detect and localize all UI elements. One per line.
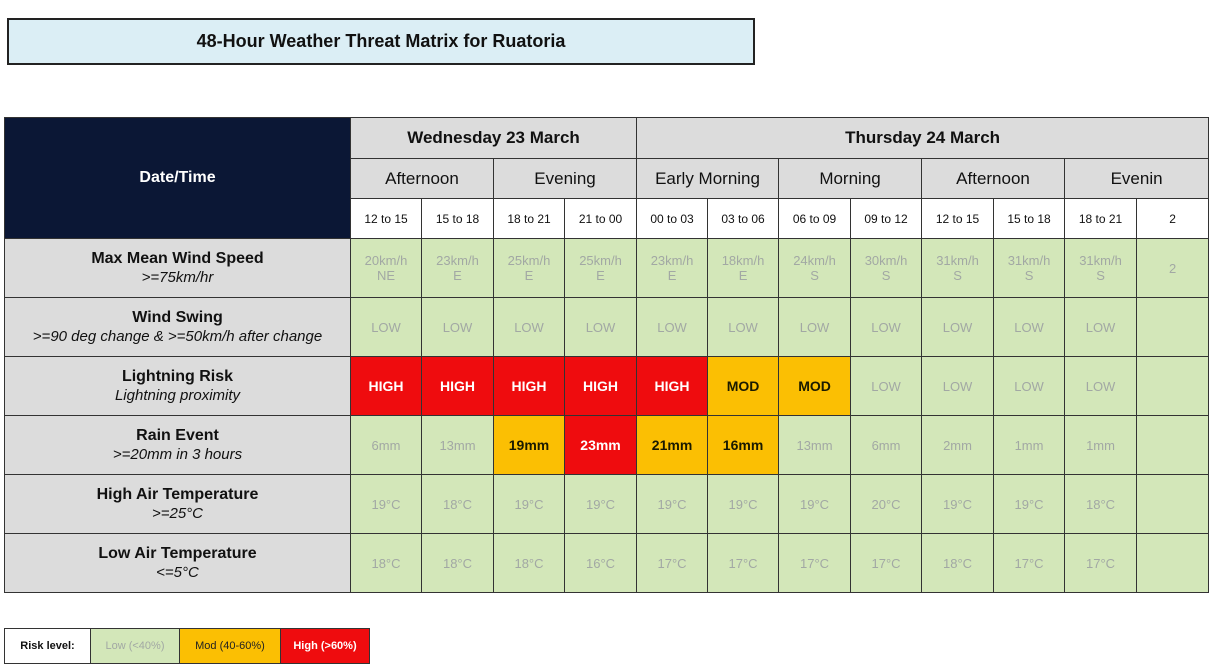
risk-cell — [351, 298, 422, 357]
cell-value: LOW — [514, 319, 544, 335]
cell-value: 17°C — [871, 555, 901, 571]
cell-direction: E — [453, 268, 462, 283]
risk-cell — [994, 475, 1065, 534]
cell-value: 2mm — [943, 437, 972, 453]
row-title: Max Mean Wind Speed — [91, 250, 264, 267]
risk-cell — [708, 416, 779, 475]
legend-high: High (>60%) — [281, 629, 369, 663]
cell-value: 16mm — [722, 436, 764, 453]
day-header: Wednesday 23 March — [351, 118, 637, 159]
period-header: Early Morning — [637, 159, 779, 199]
time-slot-header: 12 to 15 — [351, 199, 422, 239]
cell-value: 21mm — [651, 436, 693, 453]
cell-value: 19°C — [514, 496, 544, 512]
risk-cell — [922, 475, 994, 534]
time-slot-header: 12 to 15 — [922, 199, 994, 239]
date-time-header: Date/Time — [5, 118, 351, 239]
row-threshold: >=90 deg change & >=50km/h after change — [32, 328, 323, 345]
risk-cell — [637, 357, 708, 416]
cell-value: 18km/h — [721, 253, 765, 268]
risk-cell — [851, 416, 922, 475]
cell-value: 19°C — [800, 496, 830, 512]
row-title: Wind Swing — [132, 309, 223, 326]
legend-mod: Mod (40-60%) — [180, 629, 281, 663]
time-slot-header: 03 to 06 — [708, 199, 779, 239]
threat-row — [5, 416, 1209, 475]
risk-cell — [422, 475, 494, 534]
page-title: 48-Hour Weather Threat Matrix for Ruatoria — [7, 18, 755, 65]
day-header: Thursday 24 March — [637, 118, 1209, 159]
risk-cell — [637, 416, 708, 475]
cell-direction: S — [881, 268, 891, 283]
risk-cell — [565, 357, 637, 416]
period-header: Afternoon — [351, 159, 494, 199]
row-label — [5, 239, 351, 298]
risk-cell — [994, 534, 1065, 593]
threat-row — [5, 239, 1209, 298]
risk-cell — [351, 475, 422, 534]
cell-direction: NE — [376, 268, 396, 283]
threat-matrix-table — [4, 117, 1209, 593]
cell-direction: E — [738, 268, 748, 283]
cell-direction: E — [596, 268, 605, 283]
row-title: Low Air Temperature — [98, 545, 257, 562]
cell-value: LOW — [1014, 319, 1044, 335]
risk-cell — [565, 239, 637, 298]
cell-value: 19°C — [728, 496, 758, 512]
cell-value: 19°C — [371, 496, 401, 512]
row-threshold: <=5°C — [156, 564, 199, 581]
row-label — [5, 475, 351, 534]
cell-value: 2 — [1168, 260, 1177, 276]
cell-value: 19°C — [1014, 496, 1044, 512]
period-header: Evenin — [1065, 159, 1209, 199]
cell-value: LOW — [871, 319, 901, 335]
risk-cell — [1137, 416, 1209, 475]
cell-value: 19°C — [657, 496, 687, 512]
cell-value: 23mm — [580, 436, 621, 453]
risk-cell — [637, 534, 708, 593]
risk-cell — [779, 298, 851, 357]
row-label — [5, 416, 351, 475]
cell-value: LOW — [871, 378, 901, 394]
time-slot-header: 15 to 18 — [994, 199, 1065, 239]
risk-cell — [922, 416, 994, 475]
cell-value: 20°C — [871, 496, 901, 512]
risk-cell — [1137, 298, 1209, 357]
cell-value: 17°C — [1014, 555, 1044, 571]
risk-cell — [351, 416, 422, 475]
risk-cell — [1065, 357, 1137, 416]
risk-cell — [922, 357, 994, 416]
risk-cell — [422, 534, 494, 593]
cell-value: 17°C — [800, 555, 830, 571]
cell-direction: S — [810, 268, 819, 283]
cell-value: LOW — [942, 378, 973, 394]
cell-value: 17°C — [728, 555, 758, 571]
risk-cell — [779, 475, 851, 534]
risk-cell — [708, 239, 779, 298]
risk-cell — [922, 239, 994, 298]
risk-cell — [851, 534, 922, 593]
row-label — [5, 298, 351, 357]
cell-value: 25km/h — [507, 253, 551, 268]
cell-direction: S — [1024, 268, 1034, 283]
cell-direction: E — [667, 268, 677, 283]
risk-cell — [1137, 534, 1209, 593]
risk-cell — [708, 475, 779, 534]
risk-cell — [351, 239, 422, 298]
cell-value: LOW — [799, 319, 830, 335]
risk-cell — [565, 298, 637, 357]
threat-row — [5, 534, 1209, 593]
period-header: Afternoon — [922, 159, 1065, 199]
cell-value: 1mm — [1014, 437, 1044, 453]
row-threshold: >=25°C — [151, 505, 204, 522]
threat-row — [5, 298, 1209, 357]
cell-value: LOW — [1085, 378, 1116, 394]
threat-row — [5, 475, 1209, 534]
risk-cell — [779, 357, 851, 416]
cell-value: LOW — [657, 319, 687, 335]
risk-cell — [422, 298, 494, 357]
cell-value: 23km/h — [436, 253, 479, 268]
cell-value: LOW — [371, 319, 401, 335]
row-threshold: >=20mm in 3 hours — [112, 446, 243, 463]
risk-cell — [494, 534, 565, 593]
cell-direction: S — [1096, 268, 1105, 283]
cell-value: 17°C — [1086, 555, 1116, 571]
risk-cell — [779, 239, 851, 298]
cell-value: 18°C — [514, 555, 544, 571]
risk-cell — [494, 357, 565, 416]
risk-cell — [1065, 239, 1137, 298]
row-label — [5, 357, 351, 416]
cell-value: HIGH — [583, 377, 619, 394]
risk-cell — [708, 357, 779, 416]
risk-cell — [708, 298, 779, 357]
risk-cell — [422, 416, 494, 475]
row-threshold: >=75km/hr — [141, 269, 214, 286]
risk-cell — [1065, 475, 1137, 534]
risk-cell — [922, 298, 994, 357]
cell-value: LOW — [585, 319, 616, 335]
cell-value: 24km/h — [793, 253, 836, 268]
row-label — [5, 534, 351, 593]
risk-cell — [565, 416, 637, 475]
time-slot-header: 06 to 09 — [779, 199, 851, 239]
cell-value: 25km/h — [579, 253, 622, 268]
cell-value: 18°C — [442, 496, 473, 512]
risk-cell — [994, 357, 1065, 416]
risk-cell — [922, 534, 994, 593]
cell-value: LOW — [1014, 378, 1044, 394]
risk-cell — [637, 475, 708, 534]
threat-row — [5, 357, 1209, 416]
cell-direction: E — [524, 268, 534, 283]
cell-value: 13mm — [439, 437, 476, 453]
risk-cell — [994, 416, 1065, 475]
cell-value: HIGH — [511, 377, 547, 394]
risk-cell — [422, 239, 494, 298]
risk-cell — [494, 416, 565, 475]
risk-cell — [1065, 534, 1137, 593]
risk-cell — [1137, 239, 1209, 298]
risk-cell — [422, 357, 494, 416]
risk-cell — [565, 475, 637, 534]
risk-cell — [494, 298, 565, 357]
risk-cell — [494, 239, 565, 298]
threat-matrix — [4, 117, 1177, 598]
cell-direction: S — [953, 268, 962, 283]
cell-value: LOW — [1085, 319, 1116, 335]
risk-cell — [351, 534, 422, 593]
risk-cell — [1065, 416, 1137, 475]
cell-value: MOD — [798, 377, 831, 394]
risk-cell — [779, 534, 851, 593]
cell-value: HIGH — [368, 377, 404, 394]
risk-cell — [565, 534, 637, 593]
row-title: Rain Event — [136, 427, 219, 444]
time-slot-header: 2 — [1137, 199, 1209, 239]
cell-value: LOW — [942, 319, 973, 335]
cell-value: 31km/h — [936, 253, 979, 268]
risk-cell — [1065, 298, 1137, 357]
cell-value: 18°C — [1086, 496, 1116, 512]
time-slot-header: 18 to 21 — [1065, 199, 1137, 239]
legend-label: Risk level: — [5, 629, 91, 663]
period-header: Evening — [494, 159, 637, 199]
risk-cell — [637, 239, 708, 298]
time-slot-header: 15 to 18 — [422, 199, 494, 239]
cell-value: 19mm — [508, 436, 550, 453]
cell-value: MOD — [726, 377, 760, 394]
time-slot-header: 21 to 00 — [565, 199, 637, 239]
row-threshold: Lightning proximity — [114, 387, 241, 404]
time-slot-header: 18 to 21 — [494, 199, 565, 239]
risk-cell — [708, 534, 779, 593]
time-slot-header: 00 to 03 — [637, 199, 708, 239]
cell-value: 31km/h — [1079, 253, 1122, 268]
cell-value: 18°C — [371, 555, 401, 571]
risk-cell — [1137, 357, 1209, 416]
cell-value: 18°C — [442, 555, 473, 571]
risk-cell — [994, 298, 1065, 357]
risk-cell — [637, 298, 708, 357]
risk-cell — [779, 416, 851, 475]
cell-value: HIGH — [440, 377, 475, 394]
time-slot-header: 09 to 12 — [851, 199, 922, 239]
cell-value: 16°C — [585, 555, 616, 571]
cell-value: 30km/h — [864, 253, 908, 268]
cell-value: LOW — [728, 319, 758, 335]
legend-low: Low (<40%) — [91, 629, 180, 663]
risk-cell — [851, 298, 922, 357]
cell-value: HIGH — [654, 377, 690, 394]
cell-value: LOW — [442, 319, 473, 335]
risk-cell — [851, 357, 922, 416]
cell-value: 23km/h — [650, 253, 694, 268]
period-header: Morning — [779, 159, 922, 199]
cell-value: 6mm — [371, 437, 401, 453]
risk-cell — [851, 475, 922, 534]
cell-value: 20km/h — [364, 253, 408, 268]
cell-value: 18°C — [943, 555, 973, 571]
risk-legend — [4, 628, 370, 664]
risk-cell — [851, 239, 922, 298]
risk-cell — [1137, 475, 1209, 534]
cell-value: 1mm — [1086, 437, 1115, 453]
cell-value: 13mm — [796, 437, 833, 453]
row-title: Lightning Risk — [121, 368, 234, 385]
risk-cell — [994, 239, 1065, 298]
cell-value: 19°C — [585, 496, 616, 512]
cell-value: 31km/h — [1007, 253, 1051, 268]
risk-cell — [351, 357, 422, 416]
cell-value: 17°C — [657, 555, 687, 571]
risk-cell — [494, 475, 565, 534]
cell-value: 19°C — [943, 496, 973, 512]
cell-value: 6mm — [871, 437, 901, 453]
row-title: High Air Temperature — [96, 486, 259, 503]
